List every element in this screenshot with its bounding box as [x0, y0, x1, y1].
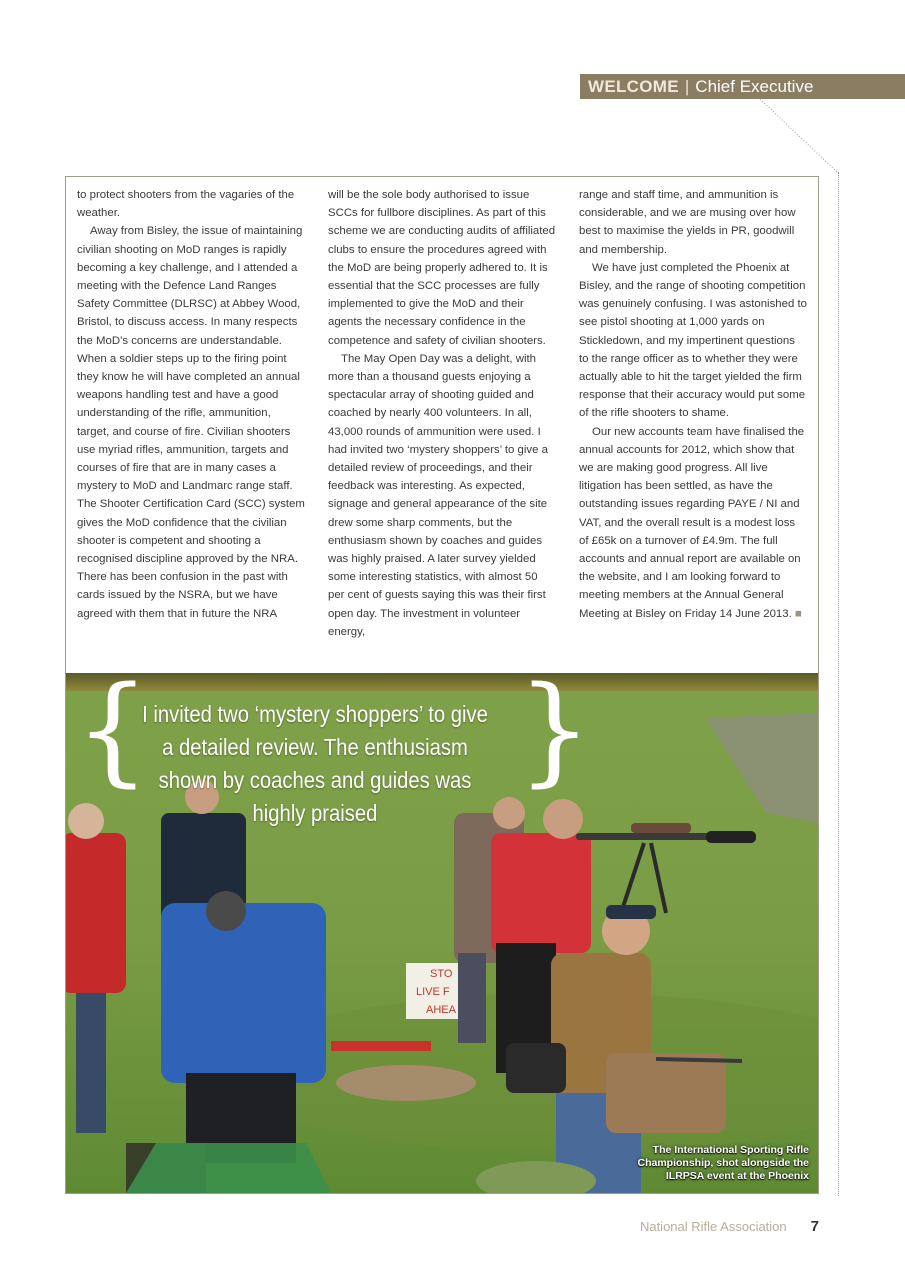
paragraph: The May Open Day was a delight, with more than a thousand guests enjoying a spectacular array of shooting guided and coached by nearly 400 volunteers. In all, 43,000 rounds of ammunition were used. I had invited two ‘mystery shoppers’ to give a detailed review of proceedings, and their feedback was interesting. As expected, signage and general appearance of the site drew some sharp comments, but the enthusiasm shown by coaches and guides was highly praised. A later survey yielded some interesting statistics, with almost 50 per cent of guests saying this was their first open day. The investment in volunteer energy,	[328, 352, 548, 638]
paragraph-last	[579, 423, 807, 623]
decorative-dotted-diagonal	[760, 99, 840, 179]
svg-text:LIVE F: LIVE F	[416, 986, 450, 998]
page-number: 7	[810, 1218, 819, 1235]
article-body	[77, 186, 807, 664]
page-footer	[640, 1218, 819, 1235]
paragraph-text: Our new accounts team have finalised the annual accounts for 2012, which show that we are making good progress. All live litigation has been settled, as have the outstanding issues regarding PAYE / NI and VAT, and the overall result is a modest loss of £65k on a turnover of £4.9m. The full accounts and annual report are available on the website, and I am looking forward to meeting members at the Annual General Meeting at Bisley on Friday 14 June 2013.	[579, 425, 805, 620]
header-section-title: Chief Executive	[695, 76, 814, 96]
open-brace-icon: {	[75, 660, 151, 798]
article-column-1	[77, 186, 305, 664]
header-kicker: WELCOME	[588, 76, 679, 96]
article-column-3	[579, 186, 807, 664]
paragraph: We have just completed the Phoenix at Bisley, and the range of shooting competition was genuinely confusing. I was astonished to see pistol shooting at 1,000 yards on Stickledown, and my impertinent questions to the range officer as to whether they were actually able to hit the target yielded the firm response that their accuracy would put some of the rifle shooters to shame.	[579, 261, 807, 420]
paragraph: to protect shooters from the vagaries of the weather.	[77, 189, 295, 220]
pull-quote	[75, 660, 593, 826]
close-brace-icon: }	[517, 660, 593, 798]
svg-text:AHEA: AHEA	[426, 1004, 456, 1016]
footer-publication: National Rifle Association	[639, 1219, 787, 1234]
article-column-2	[328, 186, 556, 664]
decorative-dotted-rule	[838, 172, 839, 1196]
header-separator: |	[684, 76, 690, 96]
paragraph: range and staff time, and ammunition is considerable, and we are musing over how best to maximise the yields in PR, goodwill and membership.	[579, 189, 796, 256]
end-mark-icon: ■	[794, 607, 802, 620]
section-header	[580, 74, 905, 99]
pull-quote-text: I invited two ‘mystery shoppers’ to give a detailed review. The enthusiasm shown by coaches and guides was highly praised	[142, 701, 488, 826]
paragraph: Away from Bisley, the issue of maintaining civilian shooting on MoD ranges is rapidly becoming a key challenge, and I attended a meeting with the Defence Land Ranges Safety Committee (DLRSC) at Abbey Wood, Bristol, to discuss access. In many respects the MoD’s concerns are understandable. When a soldier steps up to the firing point they know he will have completed an annual weapons handling test and have a good understanding of the rifle, ammunition, target, and course of fire. Civilian shooters use myriad rifles, ammunition, targets and courses of fire that are in many cases a mystery to MoD and Landmarc range staff. The Shooter Certification Card (SCC) system gives the MoD confidence that the civilian shooter is competent and shooting a recognised discipline approved by the NRA. There has been confusion in the past with cards issued by the NSRA, but we have agreed with them that in future the NRA	[77, 225, 305, 620]
paragraph: will be the sole body authorised to issue SCCs for fullbore disciplines. As part of this scheme we are conducting audits of affiliated clubs to ensure the procedures agreed with the MoD are being properly adhered to. It is essential that the SCC processes are fully implemented to give the MoD and their agents the necessary confidence in the competence and safety of civilian shooters.	[328, 189, 556, 347]
svg-text:STO: STO	[430, 968, 453, 980]
photo-caption: The International Sporting Rifle Championship, shot alongside the ILRPSA event at the Phoenix	[637, 1144, 809, 1182]
